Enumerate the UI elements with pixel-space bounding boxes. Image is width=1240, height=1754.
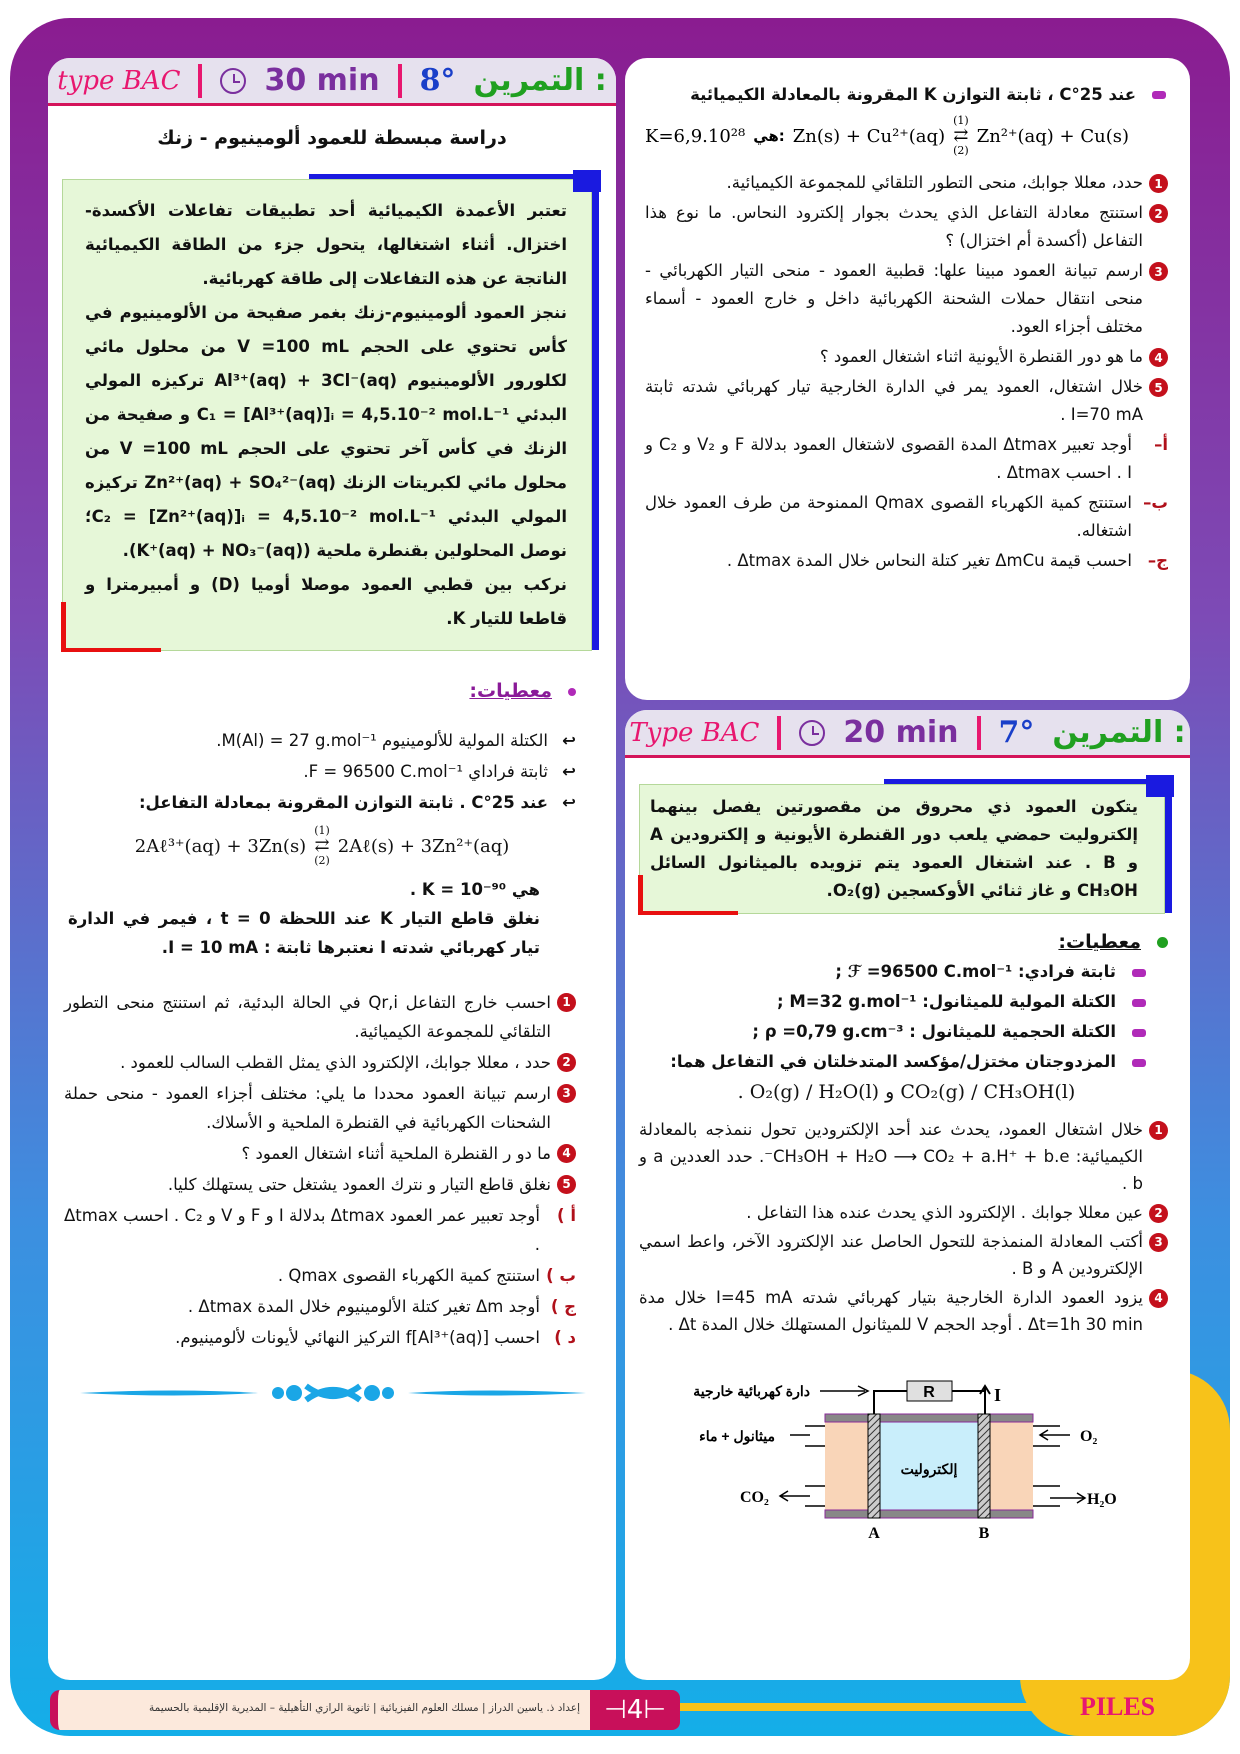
exercise-7-panel: [625, 710, 1190, 1680]
is-label: هي:: [753, 127, 785, 145]
question: عين معللا جوابك . الإلكترود الذي يحدث عنده هذا التفاعل .: [746, 1203, 1143, 1222]
question: نغلق قاطع التيار و نترك العمود يشتغل حتى يستهلك كليا.: [167, 1175, 551, 1194]
clock-icon: [220, 68, 246, 94]
duration: 30 min: [264, 63, 380, 98]
divider: [198, 64, 202, 98]
data-item: الكتلة المولية للميثانول: M=32 g.mol⁻¹ ;: [777, 992, 1116, 1011]
electrode-b: [978, 1414, 990, 1518]
current-label: I: [994, 1385, 1002, 1405]
electrode-a: [868, 1414, 880, 1518]
data-section: [645, 928, 1168, 1106]
question: استنتج معادلة التفاعل الذي يحدث بجوار إلكترود النحاس. ما نوع هذا التفاعل (أكسدة أم اختزال) ؟: [645, 203, 1143, 250]
footer-line: [680, 1703, 1080, 1711]
school: ثانوية الرازي التأهيلية – المديرية الإقليمية بالحسيمة: [149, 1702, 370, 1714]
data-heading: معطيات:: [469, 680, 552, 702]
question: احسب خارج التفاعل Qr,i في الحالة البدئية، ثم استنتج منحى التطور التلقائي للمجموعة الكيميائية.: [64, 993, 552, 1041]
question: خلال اشتغال، العمود يمر في الدارة الخارجية تيار كهربائي شدته ثابتة I=70 mA .: [645, 377, 1143, 424]
footer: [50, 1690, 590, 1730]
number-badge: 2: [1149, 1204, 1168, 1223]
questions-list: [639, 1116, 1168, 1340]
question: خلال اشتغال العمود، يحدث عند أحد الإلكترودين تحول ننمذجه بالمعادلة الكيميائية: CH₃OH + H₂O ⟶ CO₂ + a.H⁺ + b.e⁻. حدد العددين a و b .: [639, 1120, 1143, 1193]
sub-label: ج–: [1147, 551, 1168, 570]
bullet-icon: [568, 688, 576, 696]
topic-label: PILES: [1080, 1692, 1156, 1721]
bullet-icon: [1132, 999, 1146, 1007]
question: ما هو دور القنطرة الأيونية اثناء اشتغال العمود ؟: [819, 347, 1143, 366]
reaction-equation: [68, 825, 576, 867]
number-badge: 1: [557, 993, 576, 1012]
backward-label: (2): [953, 144, 969, 157]
number-badge: 3: [1149, 262, 1168, 281]
equilibrium-arrows: (1) ⇄ (2): [953, 114, 969, 157]
sub-question: أوجد Δm تغير كتلة الألومينيوم خلال المدة Δtmax .: [187, 1297, 540, 1316]
fuel-label: ميثانول + ماء: [699, 1428, 775, 1444]
sub-label: د ): [554, 1328, 576, 1347]
data-heading: معطيات:: [1058, 931, 1141, 953]
intro-paragraph: ننجز العمود ألومينيوم-زنك بغمر صفيحة من الألومينيوم في كأس تحتوي على الحجم V =100 mL من محلول مائي لكلورور الألومينيوم Al³⁺(aq) + 3Cl⁻(aq) تركيزه المولي البدئي C₁ = [Al³⁺(aq)]ᵢ = 4,5.10⁻² mol.L⁻¹ و صفيحة من الزنك في كأس آخر تحتوي على الحجم V =100 mL من محلول مائي لكبريتات الزنك Zn²⁺(aq) + SO₄²⁻(aq) تركيزه المولي البدئي C₂ = [Zn²⁺(aq)]ᵢ = 4,5.10⁻² mol.L⁻¹؛ نوصل المحلولين بقنطرة ملحية (K⁺(aq) + NO₃⁻(aq)).: [85, 303, 568, 560]
data-item: الكتلة المولية للألومينيوم M(Al) = 27 g.mol⁻¹.: [216, 731, 548, 750]
questions-list: [645, 169, 1168, 577]
exercise-7-header: [625, 710, 1190, 758]
exercise-label: التمرين :: [473, 63, 607, 98]
current-arrow-icon: [980, 1386, 990, 1404]
bullet-icon: [1157, 937, 1168, 948]
data-item: ثابتة فراداي F = 96500 C.mol⁻¹.: [303, 762, 548, 781]
type-label: Type BAC: [629, 717, 760, 748]
number-badge: 2: [1149, 204, 1168, 223]
sub-label: أ–: [1154, 435, 1168, 454]
forward-label: (1): [953, 114, 969, 127]
sub-label: ج ): [550, 1297, 576, 1316]
equation-products: 2Aℓ(s) + 3Zn²⁺(aq): [337, 835, 510, 857]
reaction-equation: [645, 115, 1166, 157]
page-number-value: 4: [626, 1695, 644, 1725]
bullet-icon: [1132, 1059, 1146, 1067]
electrode-b-label: B: [978, 1525, 990, 1542]
type-label: type BAC: [57, 65, 181, 96]
intro-paragraph: تعتبر الأعمدة الكيميائية أحد تطبيقات تفاعلات الأكسدة-اختزال. أثناء اشتغالها، يتحول جزء من الطاقة الكيميائية الناتجة عن هذه التفاعلات إلى طاقة كهربائية.: [85, 201, 567, 288]
closing-text: نغلق قاطع التيار K عند اللحظة t = 0 ، فيمر في الدارة تيار كهربائي شدته I نعتبرها ثابتة : I = 10 mA.: [68, 909, 540, 957]
data-section: [68, 677, 576, 962]
exercise-number: 8°: [419, 63, 456, 98]
bullet-icon: [1152, 91, 1166, 99]
arrow-icon: ↩: [562, 793, 576, 812]
number-badge: 3: [1149, 1233, 1168, 1252]
track: مسلك العلوم الفيزيائية: [379, 1702, 479, 1714]
backward-label: (2): [314, 854, 330, 867]
number-badge: 1: [1149, 174, 1168, 193]
intro-box: [62, 179, 592, 651]
co2-label: CO₂: [740, 1489, 769, 1506]
data-item: الكتلة الحجمية للميثانول : ρ =0,79 g.cm⁻³ ;: [752, 1022, 1116, 1041]
sub-label: ب ): [546, 1266, 576, 1285]
exercise-label: التمرين :: [1052, 715, 1186, 750]
duration: 20 min: [843, 715, 959, 750]
author: إعداد ذ. ياسين الدراز: [488, 1702, 580, 1714]
water-label: H₂O: [1087, 1491, 1117, 1508]
number-badge: 4: [557, 1144, 576, 1163]
exercise-zn-cu-panel: [625, 58, 1190, 700]
sub-question: احسب [Al³⁺(aq)]f التركيز النهائي لأيونات لألومينيوم.: [175, 1328, 540, 1347]
circuit-label: دارة كهربائية خارجية: [693, 1383, 810, 1399]
divider: [977, 716, 981, 750]
question: ما دو ر القنطرة الملحية أثناء اشتغال العمود ؟: [241, 1144, 551, 1163]
intro-text: [63, 180, 591, 650]
exercise-number: 7°: [998, 715, 1035, 750]
redox-couples: CO₂(g) / CH₃OH(l) و O₂(g) / H₂O(l) .: [737, 1081, 1076, 1103]
intro-line: [645, 80, 1166, 111]
equation-products: Zn²⁺(aq) + Cu(s): [976, 125, 1129, 147]
divider: [777, 716, 781, 750]
sub-question: استنتج كمية الكهرباء القصوى Qmax الممنوحة من طرف العمود خلال اشتغاله.: [645, 493, 1133, 540]
sub-question: استنتج كمية الكهرباء القصوى Qmax .: [277, 1266, 540, 1285]
bullet-icon: [1132, 1029, 1146, 1037]
data-item: ثابتة فرادي: ℱ =96500 C.mol⁻¹ ;: [835, 962, 1116, 981]
question: حدد، معللا جوابك، منحى التطور التلقائي للمجموعة الكيميائية.: [726, 173, 1143, 192]
arrow-icon: ↩: [562, 762, 576, 781]
number-badge: 2: [557, 1053, 576, 1072]
footer-credits: إعداد ذ. ياسين الدراز | مسلك العلوم الفيزيائية | ثانوية الرازي التأهيلية – المديرية الإقليمية بالحسيمة: [149, 1702, 580, 1714]
arrow-icon: ↩: [562, 731, 576, 750]
exercise-8-header: [48, 58, 616, 106]
intro-box: [639, 784, 1165, 914]
number-badge: 4: [1149, 348, 1168, 367]
intro-paragraph: نركب بين قطبي العمود موصلا أوميا (D) و أمبيرمترا و قاطعا للتيار K.: [85, 575, 568, 628]
equilibrium-arrows: (1) ⇄ (2): [314, 824, 330, 867]
question: ارسم تبيانة العمود محددا ما يلي: مختلف أجزاء العمود - منحى حملة الشحنات الكهربائية في القنطرة الملحية و الأسلاك.: [64, 1084, 551, 1132]
question: أكتب المعادلة المنمذجة للتحول الحاصل عند الإلكترود الآخر، واعط اسمي الإلكترودين A و B .: [639, 1232, 1143, 1278]
number-badge: 5: [557, 1175, 576, 1194]
ornament-divider: [78, 1378, 588, 1408]
k-value: K=6,9.10²⁸: [645, 125, 746, 147]
number-badge: 5: [1149, 378, 1168, 397]
forward-label: (1): [314, 824, 330, 837]
fuel-cell-diagram: [640, 1346, 1160, 1546]
electrode-a-label: A: [868, 1525, 880, 1542]
exercise-subtitle: دراسة مبسطة للعمود ألومينيوم - زنك: [157, 127, 507, 149]
divider: [398, 64, 402, 98]
oxygen-label: O₂: [1080, 1428, 1098, 1445]
sub-question: أوجد تعبير Δtmax المدة القصوى لاشتغال العمود بدلالة F و V₂ و C₂ و I . احسب Δtmax .: [645, 435, 1132, 482]
bullet-icon: [1132, 969, 1146, 977]
equation-reactants: Zn(s) + Cu²⁺(aq): [792, 125, 946, 147]
sub-label: ب–: [1143, 493, 1168, 512]
questions-list: [64, 988, 576, 1354]
number-badge: 3: [557, 1084, 576, 1103]
data-item: عند 25°C . ثابتة التوازن المقرونة بمعادلة التفاعل:: [138, 793, 548, 812]
exercise-8-panel: [48, 58, 616, 1680]
number-badge: 1: [1149, 1121, 1168, 1140]
question: ارسم تبيانة العمود مبينا علها: قطبية العمود - منحى التيار الكهربائي - منحى انتقال حملات الشحنة الكهربائية داخل و خارج العمود - أسماء مختلف أجزاء العود.: [645, 261, 1143, 336]
question: يزود العمود الدارة الخارجية بتيار كهربائي شدته I=45 mA خلال مدة Δt=1h 30 min . أوجد الحجم V للميثانول المستهلك خلال المدة Δt .: [639, 1288, 1143, 1334]
intro-text: عند 25°C ، ثابتة التوازن K المقرونة بالمعادلة الكيميائية: [690, 85, 1136, 104]
question: حدد ، معللا جوابك، الإلكترود الذي يمثل القطب السالب للعمود .: [120, 1053, 551, 1072]
sub-label: أ ): [557, 1206, 576, 1225]
clock-icon: [799, 720, 825, 746]
resistor-label: R: [923, 1384, 935, 1401]
number-badge: 4: [1149, 1289, 1168, 1308]
sub-question: احسب قيمة ΔmCu تغير كتلة النحاس خلال المدة Δtmax .: [726, 551, 1132, 570]
electrolyte-label: إلكتروليت: [900, 1461, 958, 1477]
data-item: المزدوجتان مختزل/مؤكسد المتدخلتان في التفاعل هما:: [670, 1052, 1116, 1071]
sub-question: أوجد تعبير عمر العمود Δtmax بدلالة I و F و V و C₂ . احسب Δtmax .: [64, 1206, 540, 1254]
equation-reactants: 2Aℓ³⁺(aq) + 3Zn(s): [134, 835, 307, 857]
page-number: ⊣ 4 ⊢: [590, 1690, 680, 1730]
k-value: هي K = 10⁻⁹⁰ .: [409, 880, 540, 899]
intro-text: يتكون العمود ذي محروق من مقصورتين يفصل بينهما إلكتروليت حمضي يلعب دور القنطرة الأيونية و إلكترودين A و B . عند اشتغال العمود يتم تزويده بالميثانول السائل CH₃OH و غاز ثنائي الأوكسجين O₂(g).: [650, 797, 1138, 900]
